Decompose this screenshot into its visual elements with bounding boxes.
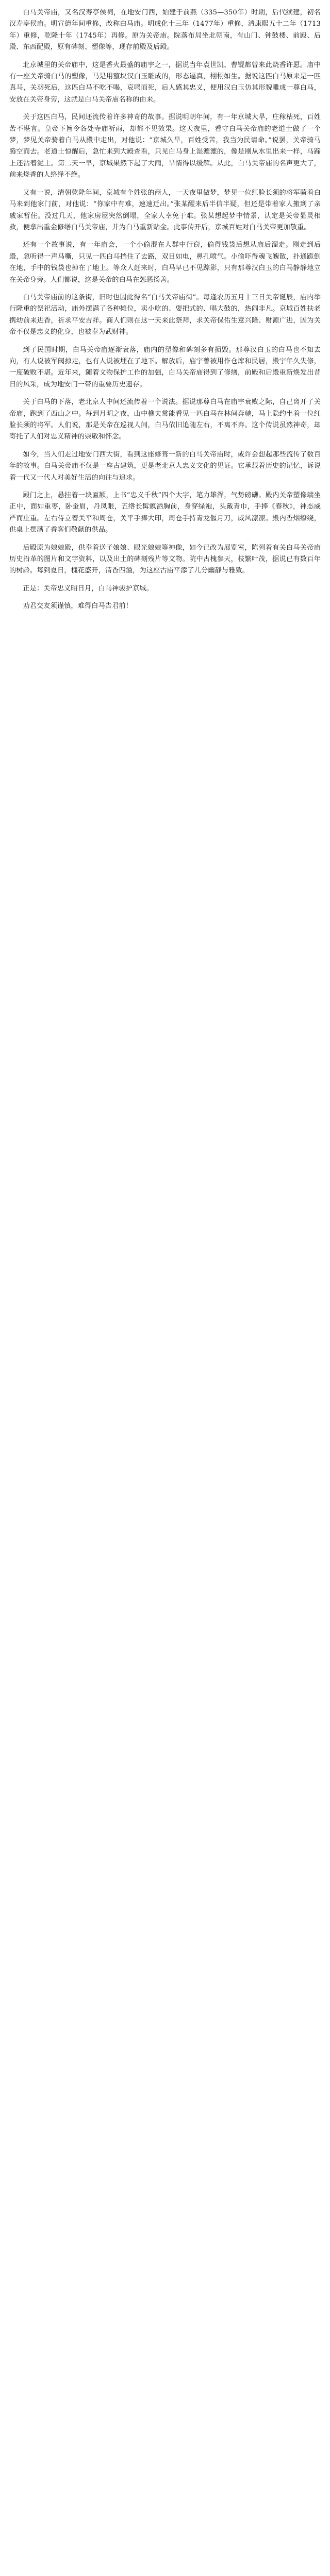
article-body — [9, 7, 321, 613]
paragraph-intro: 白马关帝庙，又名汉寿亭侯祠，在地安门西，始建于前燕（335—350年）时期，后代续建，初名汉寿亭侯庙。明宣德年间重修，改称白马庙。明成化十三年（1477年）重修，清康熙五十二年（1713年）重修，乾隆十年（1745年）再修。原为关帝庙。院落布局坐北朝南，有山门、钟鼓楼、前殿、后殿、东西配殿，原有碑刻、塑像等，现存前殿及后殿。 — [9, 9, 321, 52]
paragraph-2: 北京城里的关帝庙中，这是香火最盛的庙宇之一，据说当年袁世凯、曹锟都曾来此烧香许愿。庙中有一座关帝骑白马的塑像，马是用整块汉白玉雕成的，形态逼真，栩栩如生。据说这匹白马原来是一匹真马，关羽死后，这匹白马不吃不喝，哀鸣而死，后人感其忠义，便用汉白玉仿其形貌雕成一尊白马，安放在关帝身旁，这就是白马关帝庙名称的由来。 — [9, 61, 321, 104]
paragraph-6: 白马关帝庙前的这条街，旧时也因此得名“白马关帝庙街”。每逢农历五月十三日关帝诞辰，庙内举行隆重的祭祀活动，庙外摆满了各种摊位，卖小吃的、耍把式的、唱大鼓的，热闹非凡。京城百姓扶老携幼前来进香，祈求平安吉祥。商人们则在这一天来此祭拜，求关帝保佑生意兴隆、财源广进，因为关帝不仅是忠义的化身，也被奉为武财神。 — [9, 293, 321, 336]
paragraph-3: 关于这匹白马，民间还流传着许多神奇的故事。据说明朝年间，有一年京城大旱，庄稼枯死，百姓苦不堪言。皇帝下旨令各处寺庙祈雨，却都不见效果。这天夜里，看守白马关帝庙的老道士做了一个梦，梦见关帝骑着白马从殿中走出，对他说：“京城久旱，百姓受苦，我当为民请命。”说罢，关帝骑马腾空而去。老道士惊醒后，急忙来到大殿查看，只见白马身上湿漉漉的，像是刚从水里出来一样，马蹄上还沾着泥土。第二天一早，京城果然下起了大雨，旱情得以缓解。从此，白马关帝庙的名声更大了，前来烧香的人络绎不绝。 — [9, 113, 321, 179]
paragraph-11: 后殿原为娘娘殿，供奉着送子娘娘、眼光娘娘等神像，如今已改为展览室，陈列着有关白马关帝庙历史沿革的图片和文字资料，以及出土的碑刻残片等文物。院中古槐参天，枝繁叶茂，据说已有数百年的树龄。每到夏日，槐花盛开，清香四溢，为这座古庙平添了几分幽静与雅致。 — [9, 544, 321, 575]
paragraph-8: 关于白马的下落，老北京人中间还流传着一个说法。据说那尊白马在庙宇衰败之际，自己离开了关帝庙，跑到了西山之中。每到月明之夜，山中樵夫常能看见一匹白马在林间奔驰，马上隐约坐着一位红脸长须的将军。人们说，那是关帝在巡视人间，白马依旧追随左右，不离不弃。这个传说虽然神奇，却寄托了人们对忠义精神的崇敬和怀念。 — [9, 398, 321, 441]
paragraph-10: 殿门之上，悬挂着一块匾额，上书“忠义千秋”四个大字，笔力雄浑，气势磅礴。殿内关帝塑像端坐正中，面如重枣，卧蚕眉，丹凤眼，五绺长髯飘洒胸前，身穿绿袍，头戴青巾，手捧《春秋》，神态威严而庄重。左右侍立着关平和周仓，关平手捧大印，周仓手持青龙偃月刀，威风凛凛。殿内香烟缭绕，供桌上摆满了香客们敬献的供品。 — [9, 492, 321, 534]
paragraph-9: 如今，当人们走过地安门西大街，看到这座修葺一新的白马关帝庙时，或许会想起那些流传了数百年的故事。白马关帝庙不仅是一座古建筑，更是老北京人忠义文化的见证。它承载着历史的记忆，诉说着一代又一代人对美好生活的向往与追求。 — [9, 450, 321, 482]
paragraph-7: 到了民国时期，白马关帝庙逐渐衰落，庙内的塑像和碑刻多有损毁。那尊汉白玉的白马也不知去向，有人说被军阀掠走，也有人说被埋在了地下。解放后，庙宇曾被用作仓库和民居，殿宇年久失修，一度破败不堪。近年来，随着文物保护工作的加强，白马关帝庙得到了修缮，前殿和后殿重新焕发出昔日的风采，成为地安门一带的重要历史遗存。 — [9, 346, 321, 388]
paragraph-4: 又有一说，清朝乾隆年间，京城有个姓张的商人，一天夜里做梦，梦见一位红脸长须的将军骑着白马来到他家门前，对他说：“你家中有难，速速迁出。”张某醒来后半信半疑，但还是带着家人搬到了亲戚家暂住。没过几天，他家房屋突然倒塌，全家人幸免于难。张某想起梦中情景，认定是关帝显灵相救，便拿出重金修缮白马关帝庙，并为白马重新贴金。此事传开后，京城百姓对白马关帝更加敬重。 — [9, 189, 321, 231]
paragraph-5: 还有一个故事说，有一年庙会，一个小偷混在人群中行窃，偷得钱袋后想从庙后溜走。刚走到后殿，忽听得一声马嘶，只见一匹白马挡住了去路，双目如电，鼻孔喷气。小偷吓得魂飞魄散，扑通跪倒在地，手中的钱袋也掉在了地上。等众人赶来时，白马早已不见踪影，只有那尊汉白玉的白马静静地立在关帝身旁。人们都说，这是关帝的白马在惩恶扬善。 — [9, 241, 321, 284]
closing-couplet: 正是：关帝忠义昭日月，白马神骏护京城。 — [23, 584, 153, 592]
closing-line: 劝君交友须谨慎，难得白马告君前！ — [23, 602, 133, 611]
